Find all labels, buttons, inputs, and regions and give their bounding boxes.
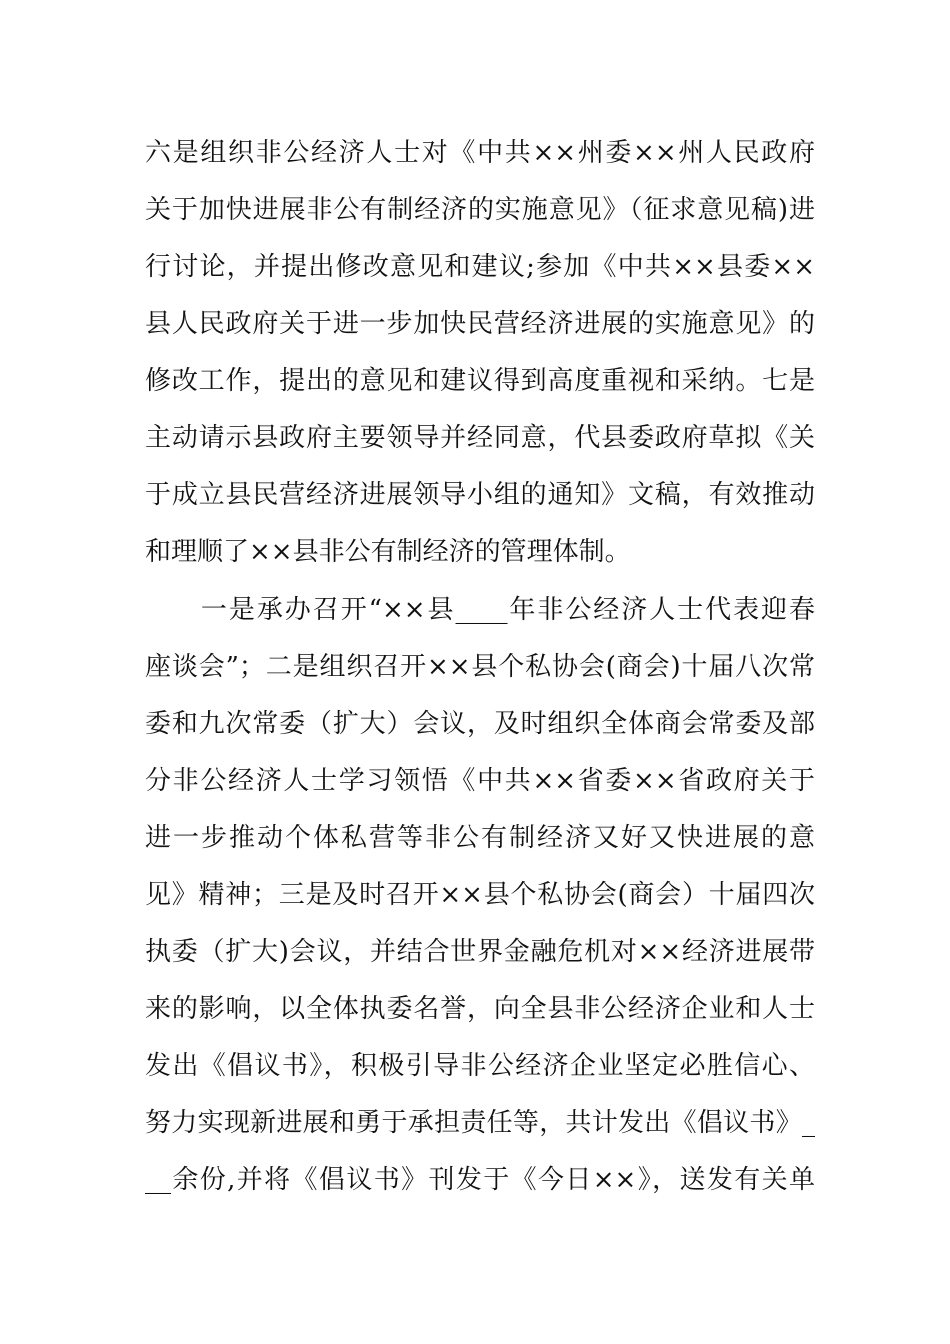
- paragraph-1: [145, 125, 815, 581]
- paragraph-1-line: 行讨论，并提出修改意见和建议;参加《中共××县委××: [145, 252, 815, 282]
- paragraph-2-line: 见》精神；三是及时召开××县个私协会(商会）十届四次: [145, 880, 815, 910]
- paragraph-1-line: 主动请示县政府主要领导并经同意，代县委政府草拟《关: [145, 423, 815, 453]
- paragraph-2-line: 分非公经济人士学习领悟《中共××省委××省政府关于: [145, 766, 815, 796]
- paragraph-2-line: 努力实现新进展和勇于承担责任等，共计发出《倡议书》_: [145, 1108, 815, 1138]
- paragraph-1-line: 关于加快进展非公有制经济的实施意见》（征求意见稿)进: [145, 195, 815, 225]
- paragraph-2-line: 来的影响，以全体执委名誉，向全县非公经济企业和人士: [145, 994, 815, 1024]
- paragraph-2-line: 座谈会”；二是组织召开××县个私协会(商会)十届八次常: [145, 652, 815, 682]
- paragraph-2-line: 进一步推动个体私营等非公有制经济又好又快进展的意: [145, 823, 815, 853]
- paragraph-2: [145, 582, 815, 1209]
- paragraph-1-line: 修改工作，提出的意见和建议得到高度重视和采纳。七是: [145, 366, 815, 396]
- paragraph-2-line: 发出《倡议书》，积极引导非公经济企业坚定必胜信心、: [145, 1051, 815, 1081]
- paragraph-2-line: 一是承办召开“××县____年非公经济人士代表迎春: [145, 595, 815, 625]
- paragraph-2-line: __余份,并将《倡议书》刊发于《今日××》，送发有关单: [145, 1165, 815, 1195]
- paragraph-2-line: 执委（扩大)会议，并结合世界金融危机对××经济进展带: [145, 937, 815, 967]
- paragraph-1-line: 六是组织非公经济人士对《中共××州委××州人民政府: [145, 138, 815, 168]
- paragraph-1-line: 县人民政府关于进一步加快民营经济进展的实施意见》的: [145, 309, 815, 339]
- paragraph-1-line: 于成立县民营经济进展领导小组的通知》文稿，有效推动: [145, 480, 815, 510]
- paragraph-2-line: 委和九次常委（扩大）会议，及时组织全体商会常委及部: [145, 709, 815, 739]
- paragraph-1-line: 和理顺了××县非公有制经济的管理体制。: [145, 537, 631, 567]
